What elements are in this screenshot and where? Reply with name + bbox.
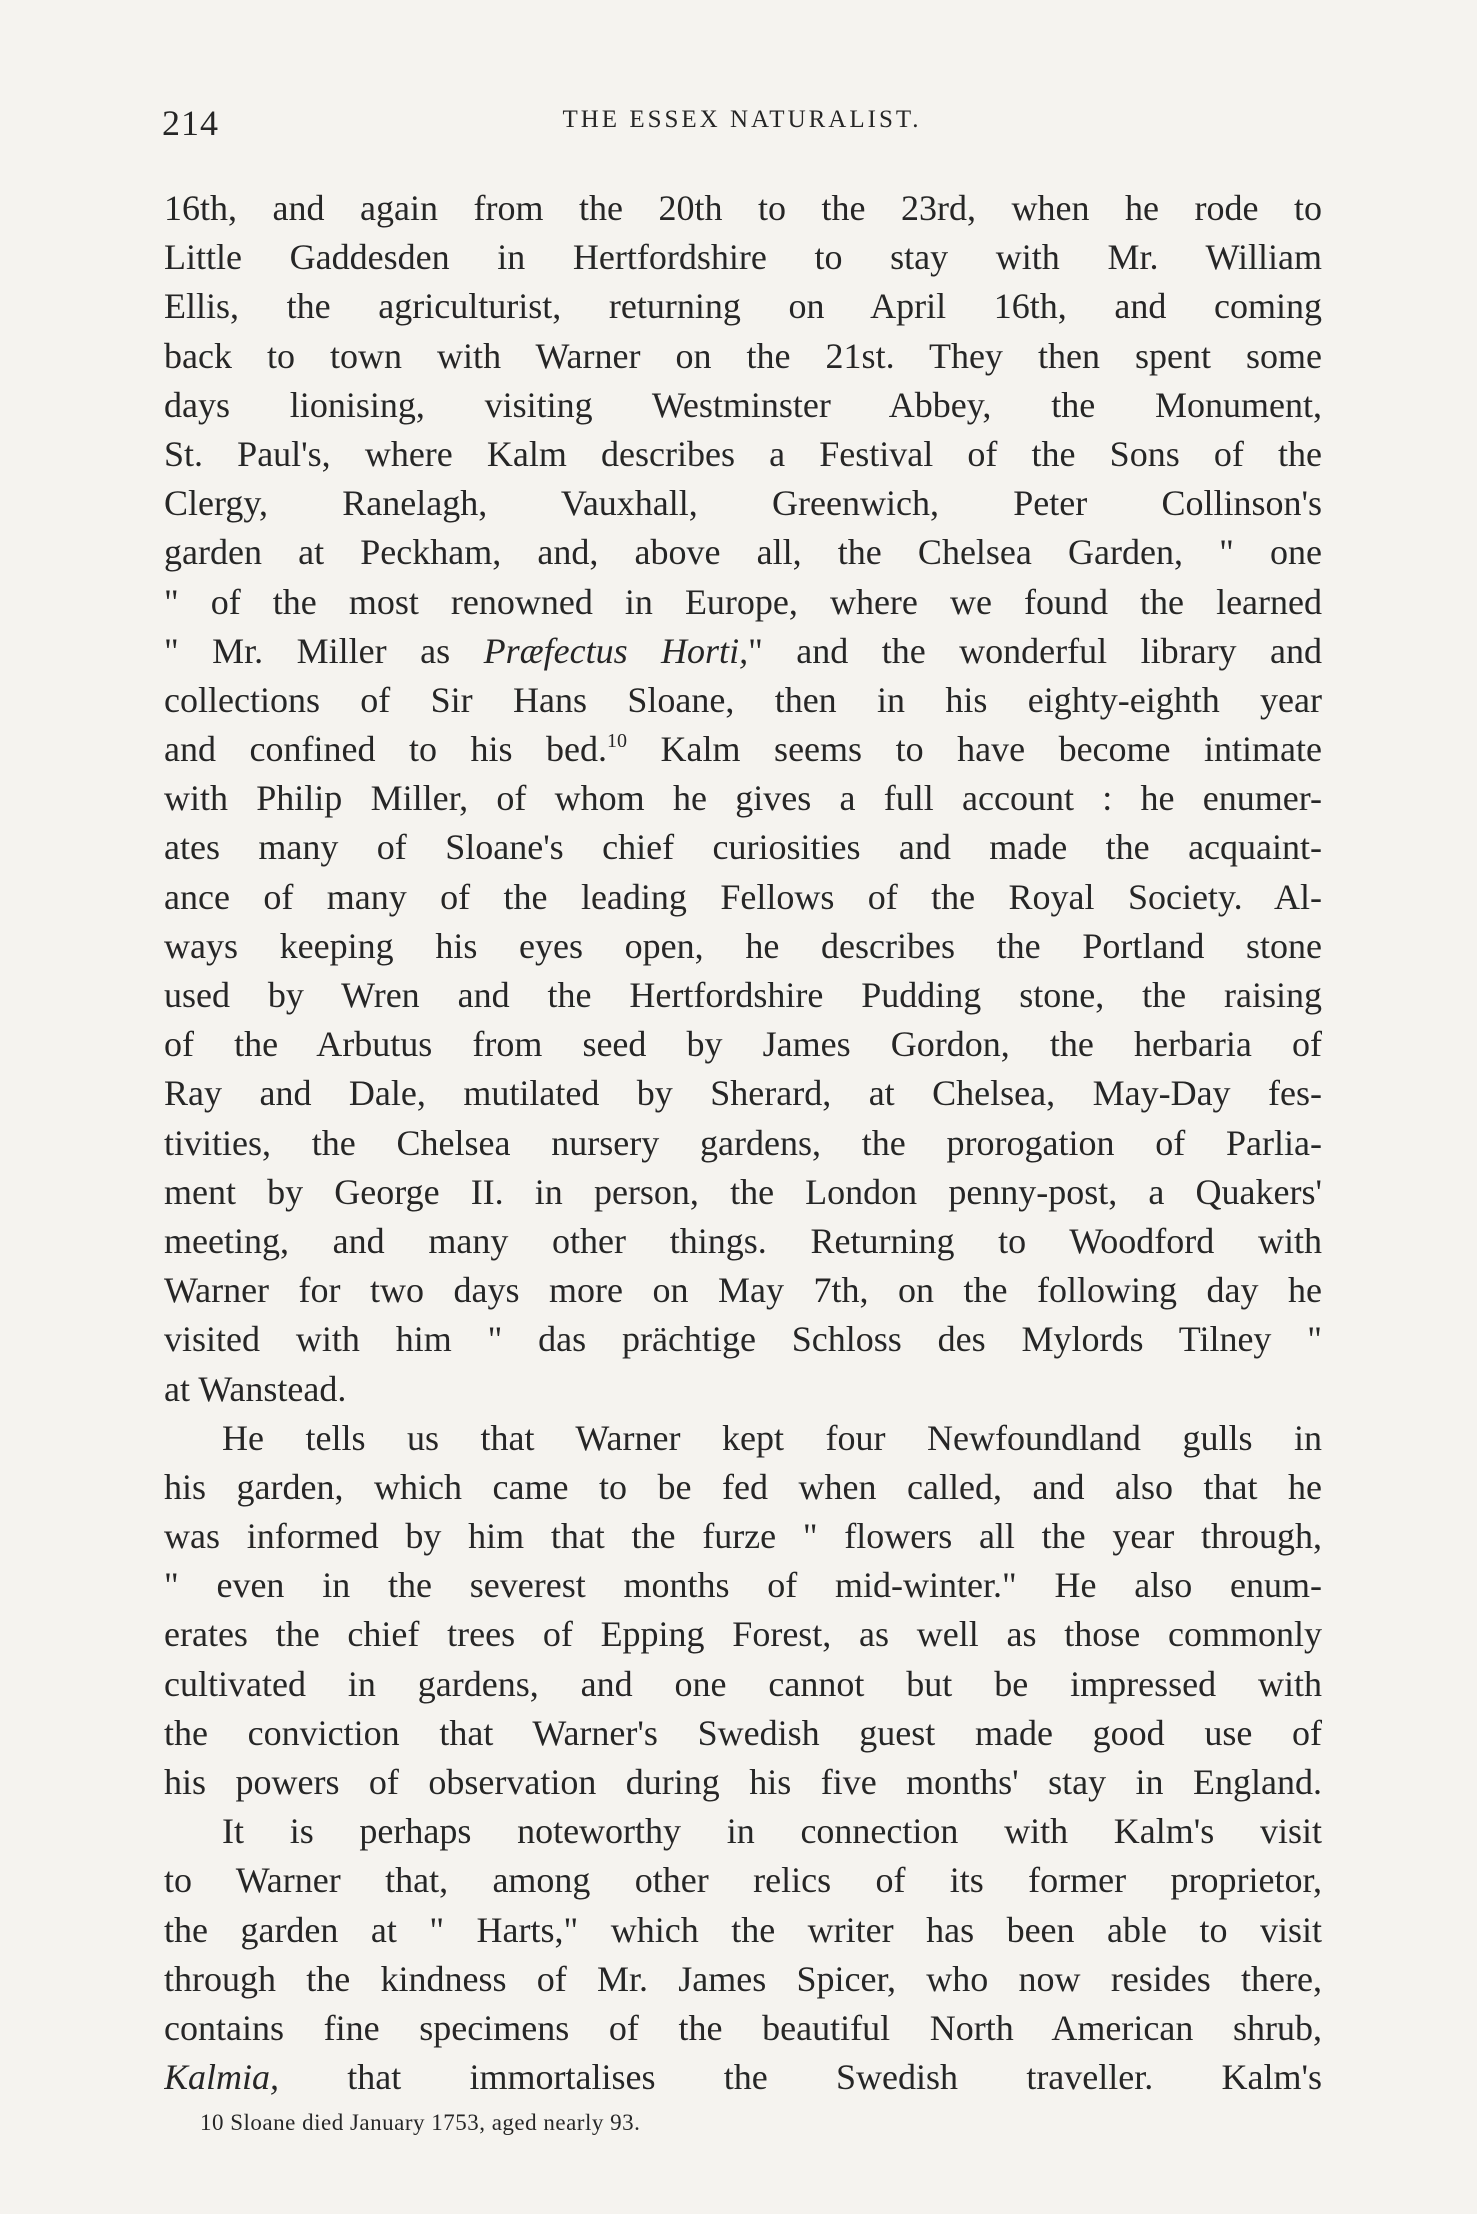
- text-line: It is perhaps noteworthy in connection with Kalm's visit: [222, 1811, 1322, 1852]
- text-line: tivities, the Chelsea nursery gardens, the prorogation of Parlia-: [164, 1122, 1322, 1163]
- footnote: 10 Sloane died January 1753, aged nearly 93.: [200, 2110, 641, 2135]
- text-line: visited with him " das prächtige Schloss des Mylords Tilney ": [164, 1319, 1322, 1360]
- page-number: 214: [162, 103, 219, 143]
- text-line: ates many of Sloane's chief curiosities and made the acquaint-: [164, 827, 1322, 868]
- text-segment: " Mr. Miller as: [164, 630, 484, 671]
- text-line: St. Paul's, where Kalm describes a Festival of the Sons of the: [164, 433, 1322, 474]
- text-line: the conviction that Warner's Swedish guest made good use of: [164, 1712, 1322, 1753]
- text-line: " even in the severest months of mid-winter." He also enum-: [164, 1565, 1322, 1606]
- body-text: [164, 184, 1322, 2102]
- text-line: back to town with Warner on the 21st. They then spent some: [164, 335, 1322, 376]
- text-line: Ellis, the agriculturist, returning on April 16th, and coming: [164, 286, 1322, 327]
- text-line: days lionising, visiting Westminster Abbey, the Monument,: [164, 384, 1322, 425]
- text-line: at Wanstead.: [164, 1368, 347, 1409]
- text-line: was informed by him that the furze " flowers all the year through,: [164, 1516, 1322, 1557]
- text-line: the garden at " Harts," which the writer has been able to visit: [164, 1909, 1322, 1950]
- text-segment: and confined to his bed.: [164, 729, 608, 770]
- text-line: ance of many of the leading Fellows of the Royal Society. Al-: [164, 876, 1322, 917]
- footnote-reference: 10: [607, 730, 628, 753]
- text-line: [164, 627, 1322, 676]
- text-line: cultivated in gardens, and one cannot but be impressed with: [164, 1663, 1322, 1704]
- text-line: his powers of observation during his five months' stay in England.: [164, 1762, 1322, 1802]
- text-line: [164, 2053, 1322, 2102]
- text-line: collections of Sir Hans Sloane, then in his eighty-eighth year: [164, 679, 1322, 720]
- running-title: THE ESSEX NATURALIST.: [562, 106, 922, 133]
- running-head: [162, 102, 1322, 146]
- text-line: through the kindness of Mr. James Spicer, who now resides there,: [164, 1958, 1322, 1999]
- text-line: garden at Peckham, and, above all, the Chelsea Garden, " one: [164, 532, 1322, 573]
- text-segment: Kalm seems to have become intimate: [627, 729, 1322, 770]
- text-line: ways keeping his eyes open, he describes the Portland stone: [164, 925, 1322, 966]
- text-line: 16th, and again from the 20th to the 23rd, when he rode to: [164, 188, 1322, 228]
- text-segment: that immortalises the Swedish traveller. Kalm's: [279, 2057, 1322, 2098]
- text-line: Clergy, Ranelagh, Vauxhall, Greenwich, Peter Collinson's: [164, 483, 1322, 524]
- text-line: contains fine specimens of the beautiful North American shrub,: [164, 2007, 1322, 2048]
- text-line: [164, 725, 1322, 774]
- text-line: his garden, which came to be fed when called, and also that he: [164, 1466, 1322, 1507]
- text-line: " of the most renowned in Europe, where we found the learned: [164, 581, 1322, 622]
- text-line: of the Arbutus from seed by James Gordon, the herbaria of: [164, 1024, 1322, 1065]
- italic-phrase: Præfectus Horti,: [483, 630, 749, 671]
- text-line: Warner for two days more on May 7th, on the following day he: [164, 1270, 1322, 1311]
- text-line: He tells us that Warner kept four Newfoundland gulls in: [222, 1417, 1322, 1458]
- text-line: Little Gaddesden in Hertfordshire to stay with Mr. William: [164, 237, 1322, 278]
- text-line: used by Wren and the Hertfordshire Pudding stone, the raising: [164, 975, 1322, 1015]
- text-line: ment by George II. in person, the London penny-post, a Quakers': [164, 1171, 1322, 1212]
- text-line: to Warner that, among other relics of its former proprietor,: [164, 1860, 1322, 1901]
- italic-phrase: Kalmia,: [164, 2057, 280, 2098]
- text-line: erates the chief trees of Epping Forest, as well as those commonly: [164, 1614, 1322, 1655]
- text-line: meeting, and many other things. Returning to Woodford with: [164, 1220, 1322, 1261]
- text-line: with Philip Miller, of whom he gives a full account : he enumer-: [164, 778, 1322, 819]
- text-segment: " and the wonderful library and: [748, 630, 1322, 671]
- text-line: Ray and Dale, mutilated by Sherard, at Chelsea, May-Day fes-: [164, 1073, 1322, 1114]
